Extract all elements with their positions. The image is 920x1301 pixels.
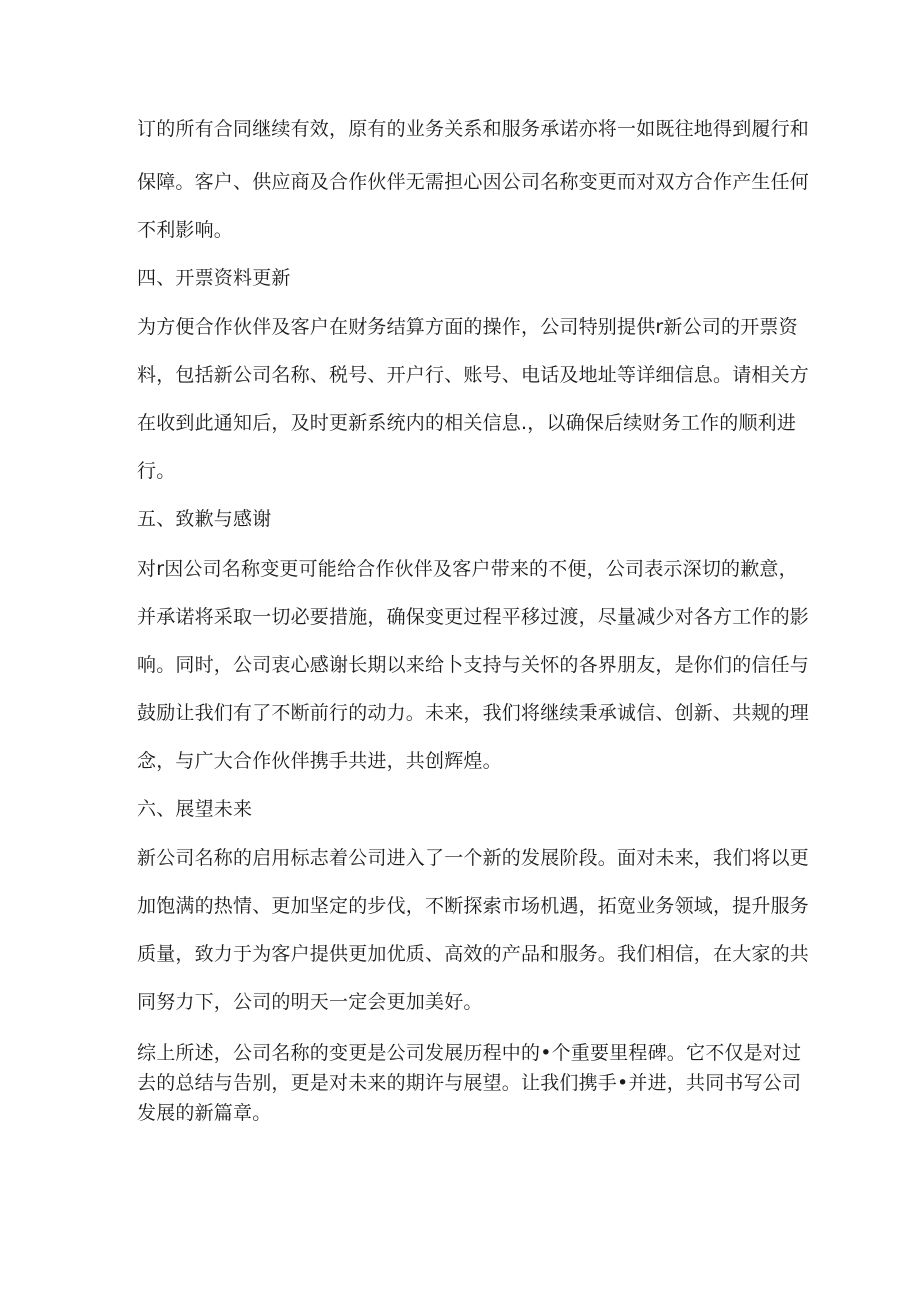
paragraph-line: 念，与广大合作伙伴携手共进，共创辉煌。 xyxy=(137,750,502,772)
paragraph-line: 保障。客户、供应商及合作伙伴无需担心因公司名称变更而对双方合作产生任何 xyxy=(137,171,810,193)
paragraph-line: 新公司名称的启用标志着公司进入了一个新的发展阶段。面对未来，我们将以更 xyxy=(137,847,810,869)
paragraph-line: 订的所有合同继续有效，原有的业务关系和服务承诺亦将一如既往地得到履行和 xyxy=(137,118,810,140)
section-heading: 四、开票资料更新 xyxy=(137,267,291,289)
paragraph-line: 行。 xyxy=(137,460,176,482)
paragraph-line: 去的总结与告别，更是对未来的期许与展望。让我们携手•并进，共同书写公司 xyxy=(137,1072,802,1094)
paragraph-line: 并承诺将采取一切必要措施，确保变更过程平移过渡，尽量减少对各方工作的影 xyxy=(137,606,810,628)
paragraph-line: 料，包括新公司名称、税号、开户行、账号、电话及地址等详细信息。请相关方 xyxy=(137,364,810,386)
paragraph-line: 鼓励让我们有了不断前行的动力。未来，我们将继续秉承诚信、创新、共觌的理 xyxy=(137,702,810,724)
paragraph-line: 加饱满的热情、更加坚定的步伐，不断探索市场机遇，拓宽业务领域，提升服务 xyxy=(137,895,810,917)
paragraph-line: 质量，致力于为客户提供更加优质、高效的产品和服务。我们相信，在大家的共 xyxy=(137,943,810,965)
paragraph-line: 在收到此通知后，及时更新系统内的相关信息.，以确保后续财务工作的顺利进 xyxy=(137,412,797,434)
paragraph-line: 为方便合作伙伴及客户在财务结算方面的操作，公司特别提供r新公司的开票资 xyxy=(137,316,798,338)
paragraph-line: 响。同时，公司衷心感谢长期以来给卜支持与关怀的各界朋友，是你们的信任与 xyxy=(137,654,810,676)
section-heading: 六、展望未来 xyxy=(137,798,253,820)
paragraph-line: 同努力下，公司的明天一定会更加美好。 xyxy=(137,991,483,1013)
paragraph-line: 对r因公司名称变更可能给合作伙伴及客户带来的不便，公司表示深切的歉意， xyxy=(137,558,798,580)
paragraph-line: 发展的新篇章。 xyxy=(137,1102,272,1124)
paragraph-line: 不利影响。 xyxy=(137,219,234,241)
paragraph-line: 综上所述，公司名称的变更是公司发展历程中的•个重要里程碑。它不仅是对过 xyxy=(137,1042,802,1064)
section-heading: 五、致歉与感谢 xyxy=(137,508,272,530)
